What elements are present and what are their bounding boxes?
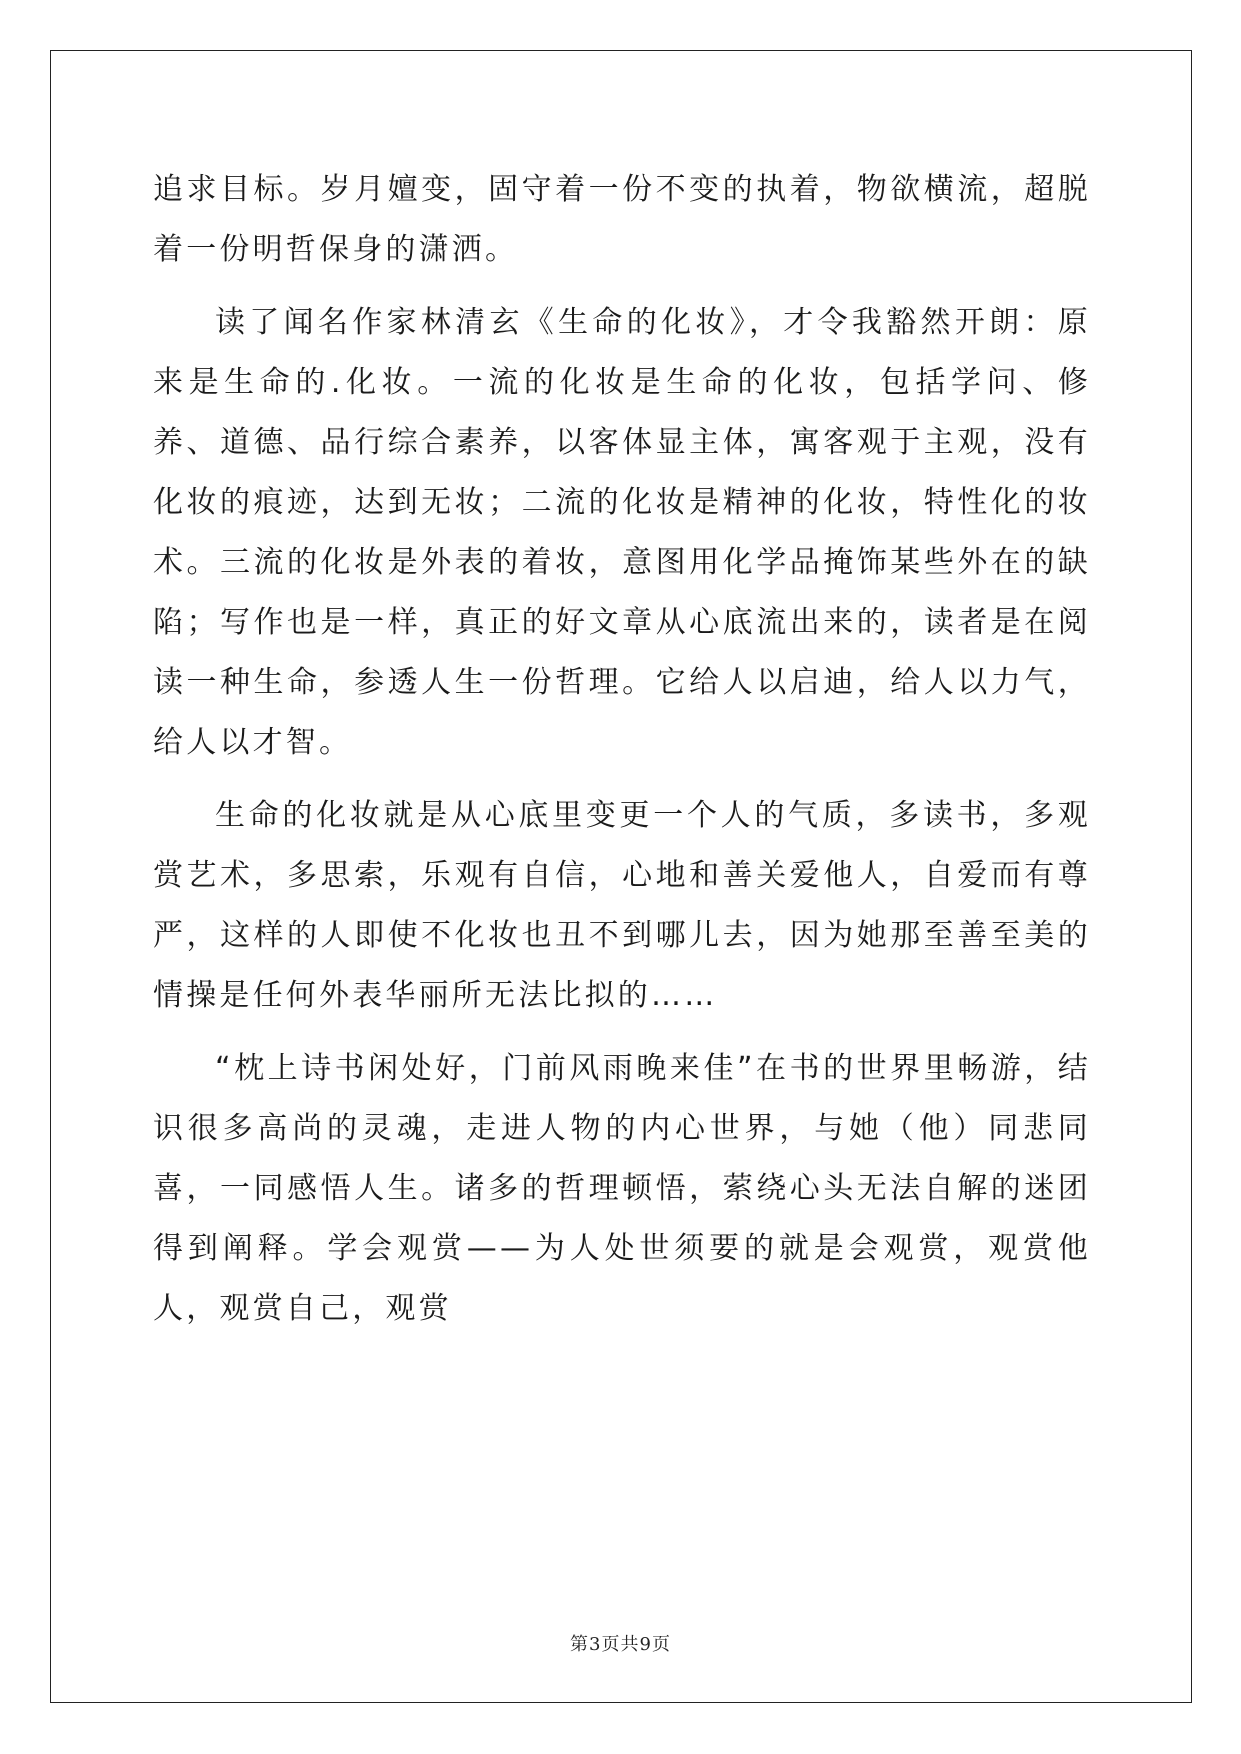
paragraph-3: 生命的化妆就是从心底里变更一个人的气质，多读书，多观赏艺术，多思索，乐观有自信，心地和善关爱他人，自爱而有尊严，这样的人即使不化妆也丑不到哪儿去，因为她那至善至美的情操是任何外表华丽所无法比拟的…… — [153, 798, 1091, 1013]
page-total: 共9页 — [620, 1634, 671, 1655]
page-footer — [0, 1630, 1241, 1656]
paragraph-1: 追求目标。岁月嬗变，固守着一份不变的执着，物欲横流，超脱着一份明哲保身的潇洒。 — [153, 172, 1091, 267]
document-body — [153, 160, 1091, 1352]
page-number: 第3页 — [570, 1634, 621, 1655]
paragraph-4: “枕上诗书闲处好，门前风雨晚来佳”在书的世界里畅游，结识很多高尚的灵魂，走进人物的内心世界，与她（他）同悲同喜，一同感悟人生。诸多的哲理顿悟，萦绕心头无法自解的迷团得到阐释。学会观赏——为人处世须要的就是会观赏，观赏他人，观赏自己，观赏 — [153, 1051, 1091, 1326]
paragraph-2: 读了闻名作家林清玄《生命的化妆》，才令我豁然开朗：原来是生命的.化妆。一流的化妆是生命的化妆，包括学问、修养、道德、品行综合素养，以客体显主体，寓客观于主观，没有化妆的痕迹，达到无妆；二流的化妆是精神的化妆，特性化的妆术。三流的化妆是外表的着妆，意图用化学品掩饰某些外在的缺陷；写作也是一样，真正的好文章从心底流出来的，读者是在阅读一种生命，参透人生一份哲理。它给人以启迪，给人以力气，给人以才智。 — [153, 305, 1091, 760]
